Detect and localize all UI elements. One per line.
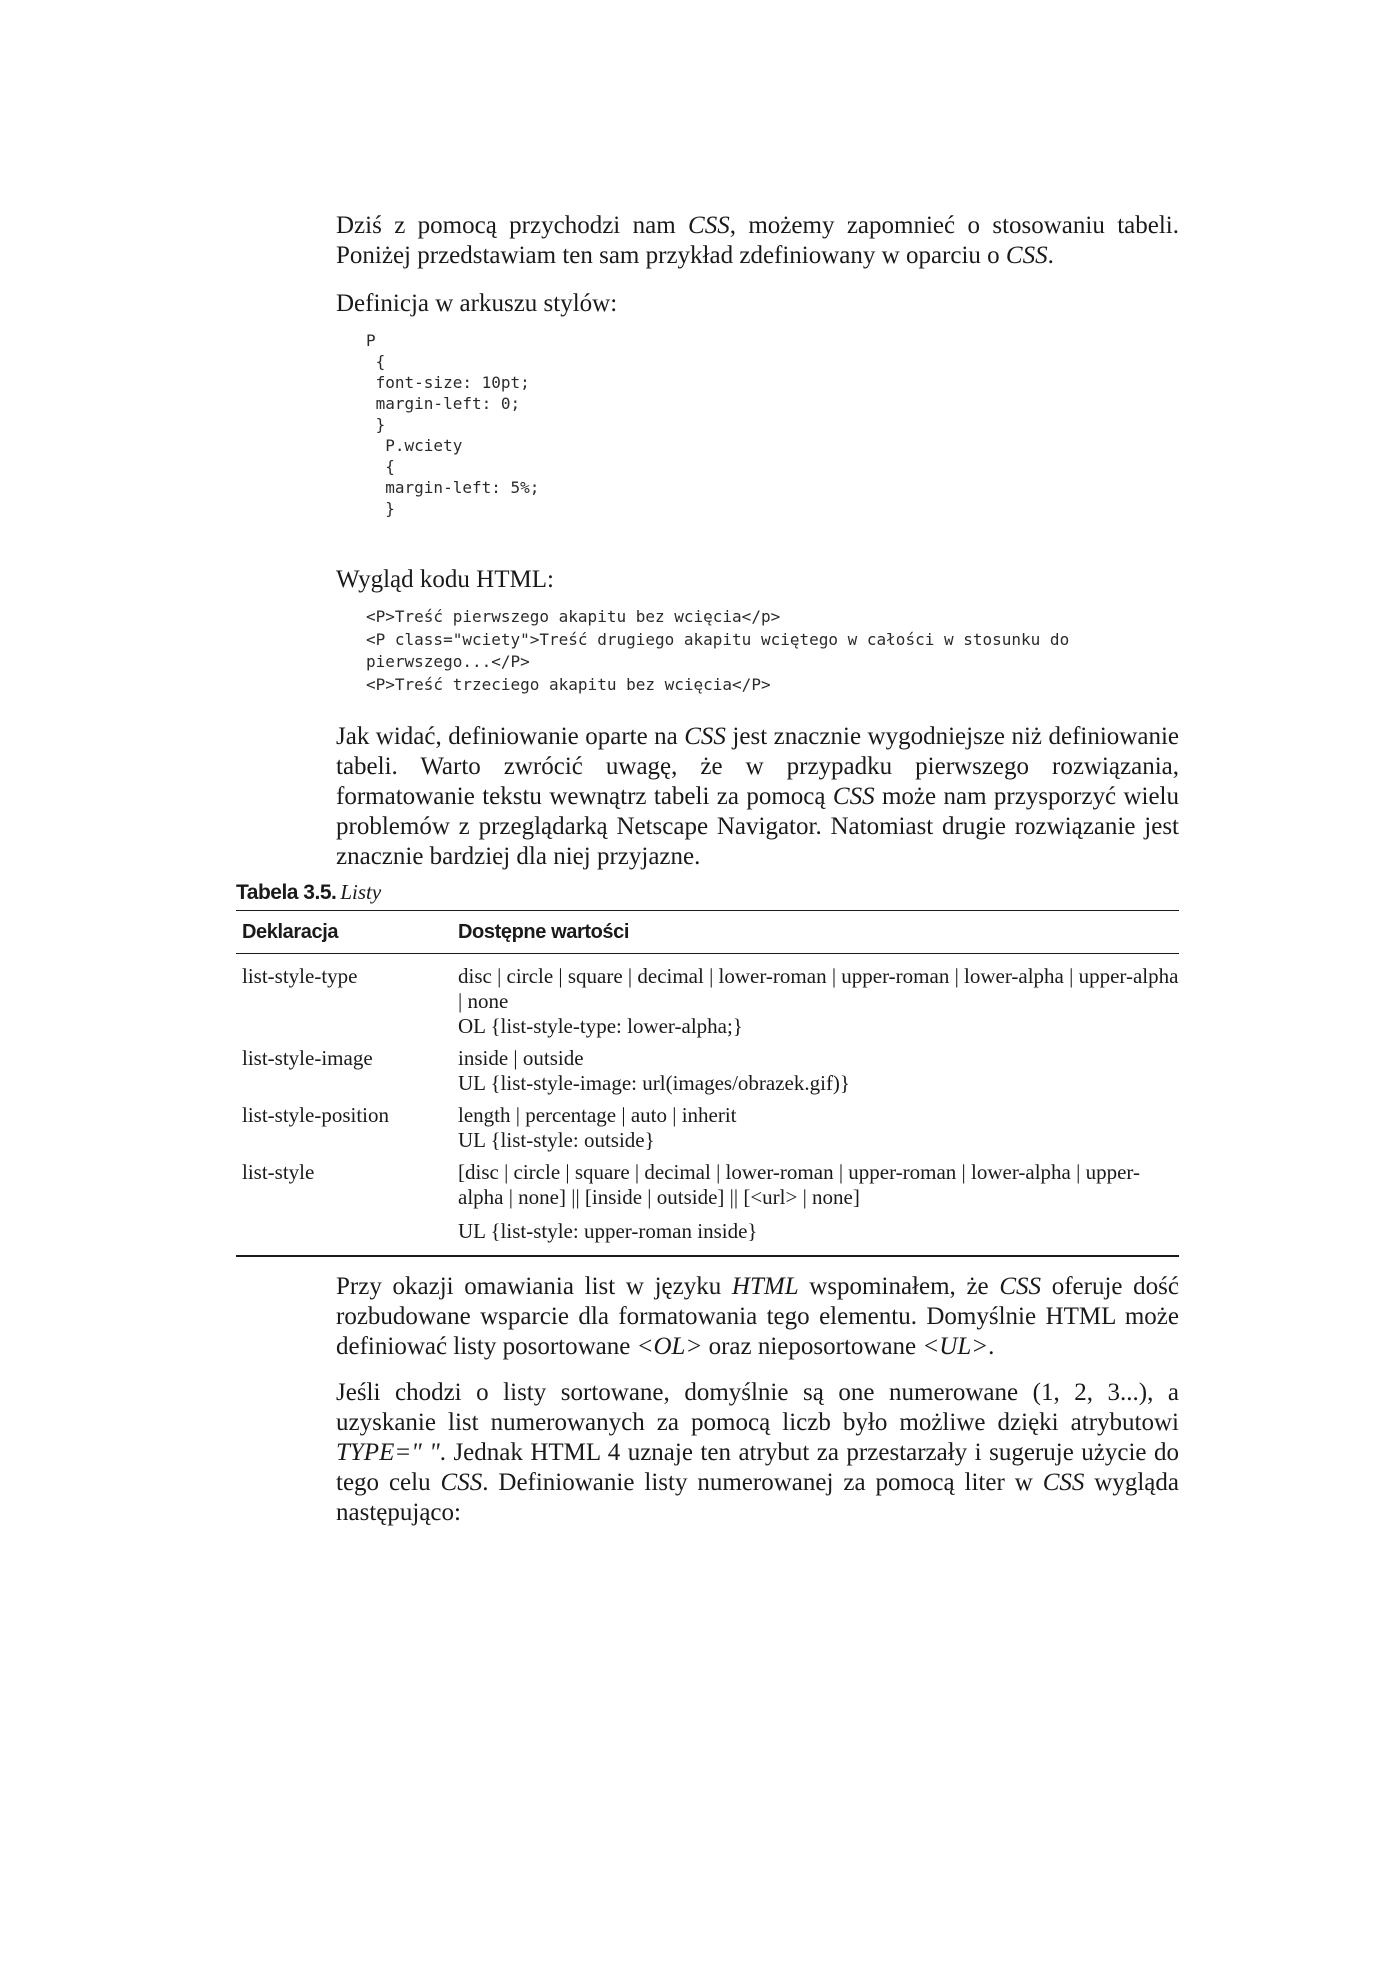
code-line: { — [366, 457, 395, 476]
css-code — [366, 330, 539, 519]
table-bottom-rule — [236, 1255, 1179, 1257]
definition-label — [336, 289, 1179, 319]
html-label — [336, 565, 1179, 595]
text: oferuje dość rozbudowane wsparcie dla formatowania tego elementu. Domyślnie HTML może definiować listy posortowane — [336, 1273, 1179, 1360]
definition-label-text: Definicja w arkuszu stylów: — [336, 290, 618, 317]
code-line: P — [366, 331, 376, 350]
values-line: inside | outside — [458, 1046, 584, 1070]
text: . Jednak HTML 4 uznaje ten atrybut za przestarzały i sugeruje użycie do tego celu — [336, 1439, 1179, 1496]
comparison-paragraph — [336, 722, 1179, 872]
table-row — [236, 964, 1179, 1039]
lists-intro-paragraph — [336, 1272, 1179, 1362]
example-line: UL {list-style: upper-roman inside} — [458, 1219, 758, 1243]
code-line: P.wciety — [366, 436, 463, 455]
example-line: OL {list-style-type: lower-alpha;} — [458, 1014, 743, 1038]
code-line: pierwszego...</P> — [366, 652, 530, 671]
text: CSS — [832, 783, 875, 810]
text: Jak widać, definiowanie oparte na — [336, 723, 685, 750]
code-line: } — [366, 415, 386, 434]
text: Przy okazji omawiania list w języku — [336, 1273, 732, 1300]
intro-paragraph — [336, 211, 1179, 271]
text: jest znacznie wygodniejsze niż definiowanie tabeli. Warto zwrócić uwagę, że w przypadku pierwszego rozwiązania, formatowanie tekstu wewnątrz tabeli za pomocą — [336, 723, 1179, 810]
values-cell — [458, 1046, 1179, 1096]
text: CSS — [999, 1273, 1042, 1300]
table-caption — [236, 880, 381, 905]
text: <UL> — [922, 1333, 989, 1360]
text: Jeśli chodzi o listy sortowane, domyślnie są one numerowane (1, 2, 3...), a uzyskanie list numerowanych za pomocą liczb było możliwe dzięki atrybutowi — [336, 1379, 1179, 1436]
sorted-lists-paragraph — [336, 1378, 1179, 1528]
text: , możemy zapomnieć o stosowaniu tabeli. Poniżej przedstawiam ten sam przykład zdefiniowany w oparciu o — [336, 212, 1179, 269]
example-line: UL {list-style-image: url(images/obrazek.gif)} — [458, 1071, 851, 1095]
table-body — [236, 954, 1179, 1255]
text: . — [1047, 242, 1054, 269]
html-code — [366, 606, 1186, 696]
text: CSS — [684, 723, 726, 750]
table-row — [236, 1160, 1179, 1244]
code-line: <P>Treść pierwszego akapitu bez wcięcia</p> — [366, 607, 781, 626]
values-cell — [458, 1103, 1179, 1153]
text: może nam przysporzyć wielu problemów z przeglądarką Netscape Navigator. Natomiast drugie rozwiązanie jest znacznie bardziej dla niej przyjazne. — [336, 783, 1180, 870]
code-line: } — [366, 499, 395, 518]
text: oraz nieposortowane — [702, 1333, 923, 1360]
text: CSS — [1005, 242, 1048, 269]
code-line: <P class="wciety">Treść drugiego akapitu wciętego w całości w stosunku do — [366, 629, 1070, 649]
text: CSS — [440, 1469, 483, 1496]
table-row — [236, 1046, 1179, 1096]
values-cell — [458, 1160, 1179, 1244]
text: Dziś z pomocą przychodzi nam — [336, 212, 689, 239]
table-row — [236, 1103, 1179, 1153]
text: <OL> — [636, 1333, 703, 1360]
text: CSS — [688, 212, 730, 239]
text: HTML — [731, 1273, 799, 1300]
lists-table — [236, 910, 1179, 1257]
code-line: font-size: 10pt; — [366, 373, 530, 392]
example-line: UL {list-style: outside} — [458, 1128, 655, 1152]
declaration-cell: list-style-type — [242, 964, 358, 988]
table-caption-title: Listy — [340, 880, 382, 904]
values-line: disc | circle | square | decimal | lower-roman | upper-roman | lower-alpha | upper-alpha | none — [458, 964, 1179, 1013]
code-line: margin-left: 5%; — [366, 478, 540, 497]
text: TYPE=" " — [336, 1439, 440, 1466]
text: wygląda następująco: — [336, 1469, 1179, 1526]
code-line: margin-left: 0; — [366, 394, 521, 413]
text: CSS — [1042, 1469, 1085, 1496]
declaration-cell: list-style — [242, 1160, 315, 1184]
html-code-block — [366, 606, 1186, 696]
values-line: [disc | circle | square | decimal | lower-roman | upper-roman | lower-alpha | upper-alpha | none] || [inside | outside] || [<url> | none] — [458, 1160, 1140, 1209]
header-values: Dostępne wartości — [458, 920, 630, 943]
header-declaration: Deklaracja — [242, 920, 339, 943]
table-header — [236, 911, 1179, 953]
declaration-cell: list-style-image — [242, 1046, 373, 1070]
text: . Definiowanie listy numerowanej za pomocą liter w — [482, 1469, 1043, 1496]
table-caption-label: Tabela 3.5. — [236, 881, 337, 904]
values-line: length | percentage | auto | inherit — [458, 1103, 737, 1127]
text: . — [988, 1333, 995, 1360]
code-line: { — [366, 352, 386, 371]
css-code-block — [366, 330, 539, 519]
html-label-text: Wygląd kodu HTML: — [336, 566, 554, 593]
declaration-cell: list-style-position — [242, 1103, 389, 1127]
text: wspominałem, że — [798, 1273, 1000, 1300]
values-cell — [458, 964, 1179, 1039]
code-line: <P>Treść trzeciego akapitu bez wcięcia</P> — [366, 674, 771, 694]
